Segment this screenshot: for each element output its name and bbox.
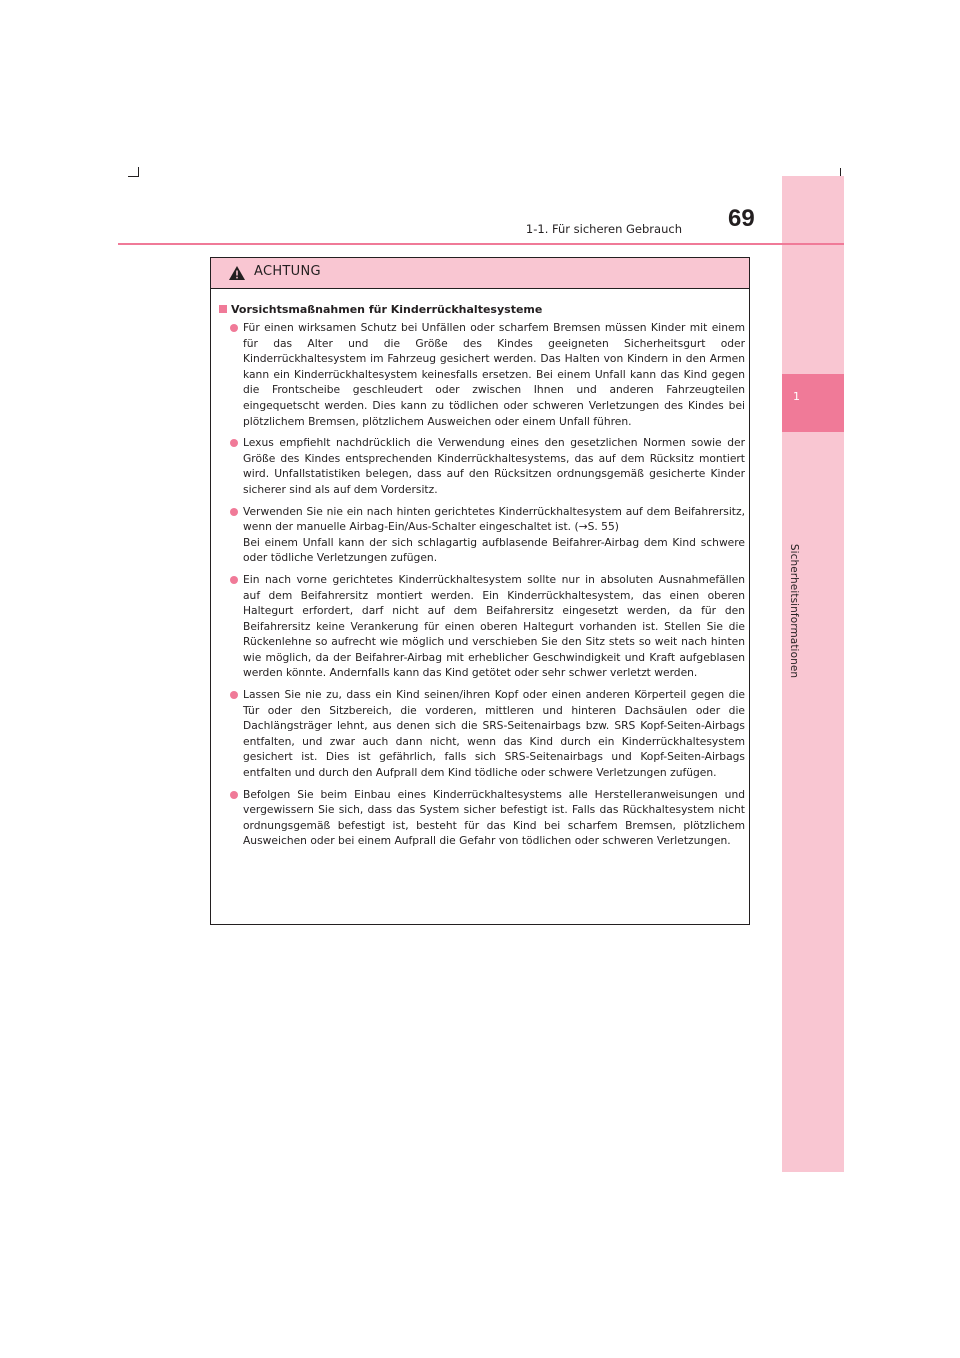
round-bullet-icon [230, 691, 238, 699]
chapter-number: 1 [793, 390, 800, 403]
warning-triangle-icon [228, 265, 246, 281]
caution-title: ACHTUNG [254, 264, 321, 279]
caution-bullet-text: Lassen Sie nie zu, dass ein Kind seinen/ihren Kopf oder einen anderen Körperteil gegen die Tür oder den Sitzbereich, die vorderen, mittleren und hinteren Dachsäulen oder die Dachlängsträger lehnt, aus denen sich die SRS-Seitenairbags bzw. SRS Kopf-Seiten-Airbags entfalten, und zwar auch dann nicht, wenn das Kind durch ein Kinderrückhaltesystem gesichert ist. Dies ist gefährlich, falls sich SRS-Seitenairbags und Kopf-Seiten-Airbags entfalten und durch den Aufprall dem Kind tödliche oder schwere Verletzungen zufügen. [243, 688, 745, 780]
crop-mark [138, 167, 139, 177]
chapter-label: Sicherheitsinformationen [788, 543, 800, 679]
round-bullet-icon [230, 791, 238, 799]
round-bullet-icon [230, 439, 238, 447]
caution-bullet-text: Für einen wirksamen Schutz bei Unfällen oder scharfem Bremsen müssen Kinder mit einem für das Alter und die Größe des Kindes geeigneten Sicherheitsgurt oder Kinderrückhaltesystem im Fahrzeug gesichert werden. Das Halten von Kindern in den Armen kann ein Kinderrückhaltesystem keinesfalls ersetzen. Bei einem Unfall kann das Kind gegen die Frontscheibe geschleudert oder zwischen Ihnen und anderen Fahrzeugteilen eingequetscht werden. Dies kann zu tödlichen oder schweren Verletzungen des Kindes bei plötzlichem Bremsen, plötzlichem Ausweichen oder einem Unfall führen. [243, 321, 745, 428]
side-tab-chapter-block [782, 374, 844, 432]
caution-bullet [219, 787, 745, 849]
caution-bullet-text: Lexus empfiehlt nachdrücklich die Verwendung eines den gesetzlichen Normen sowie der Größe des Kindes entsprechenden Kinderrückhaltesystems, das auf dem Rücksitz montiert wird. Unfallstatistiken belegen, dass auf den Rücksitzen ordnungsgemäß gesicherte Kinder sicherer sind als auf dem Vordersitz. [243, 436, 745, 496]
caution-bullet-text: Befolgen Sie beim Einbau eines Kinderrückhaltesystems alle Herstelleranweisungen und vergewissern Sie sich, dass das System sicher befestigt ist. Falls das Rückhaltesystem nicht ordnungsgemäß befestigt ist, besteht für das Kind bei scharfem Bremsen, plötzlichem Ausweichen oder bei einem Aufprall die Gefahr von tödlichen oder schweren Verletzungen. [243, 787, 745, 848]
caution-bullet [219, 687, 745, 781]
square-bullet-icon [219, 305, 227, 313]
caution-bullet [219, 572, 745, 681]
caution-bullet-text: Verwenden Sie nie ein nach hinten gerichtetes Kinderrückhaltesystem auf dem Beifahrersitz, wenn der manuelle Airbag-Ein/Aus-Schalter eingeschaltet ist. (→S. 55) [243, 504, 745, 534]
caution-bullet [219, 504, 745, 566]
caution-bullet [219, 320, 745, 429]
caution-subheading-text: Vorsichtsmaßnahmen für Kinderrückhaltesysteme [231, 303, 543, 316]
caution-box [210, 257, 750, 925]
round-bullet-icon [230, 324, 238, 332]
caution-bullet-text: Ein nach vorne gerichtetes Kinderrückhaltesystem sollte nur in absoluten Ausnahmefällen auf dem Beifahrersitz montiert werden. Ein Kinderrückhaltesystem, das einen oberen Haltegurt erfordert, darf nicht auf dem Beifahrersitz eingesetzt werden, da für den Beifahrersitz keine Verankerung für einen oberen Haltegurt vorhanden ist. Stellen Sie die Rückenlehne so aufrecht wie möglich und verschieben Sie den Sitz stets so weit nach hinten wie möglich, da der Beifahrer-Airbag mit erheblicher Geschwindigkeit und Kraft aufgeblasen werden könnte. Andernfalls kann das Kind getötet oder sehr schwer verletzt werden. [243, 572, 745, 680]
round-bullet-icon [230, 576, 238, 584]
section-title: 1-1. Für sicheren Gebrauch [525, 222, 682, 236]
crop-mark [128, 176, 138, 177]
caution-subheading [219, 302, 745, 317]
page-number: 69 [728, 205, 755, 232]
caution-bullet [219, 435, 745, 497]
caution-bullet-continuation: Bei einem Unfall kann der sich schlagartig aufblasende Beifahrer-Airbag dem Kind schwere oder tödliche Verletzungen zufügen. [243, 535, 745, 565]
caution-header [211, 258, 749, 289]
caution-body [219, 302, 745, 855]
round-bullet-icon [230, 508, 238, 516]
header-rule [118, 243, 844, 245]
